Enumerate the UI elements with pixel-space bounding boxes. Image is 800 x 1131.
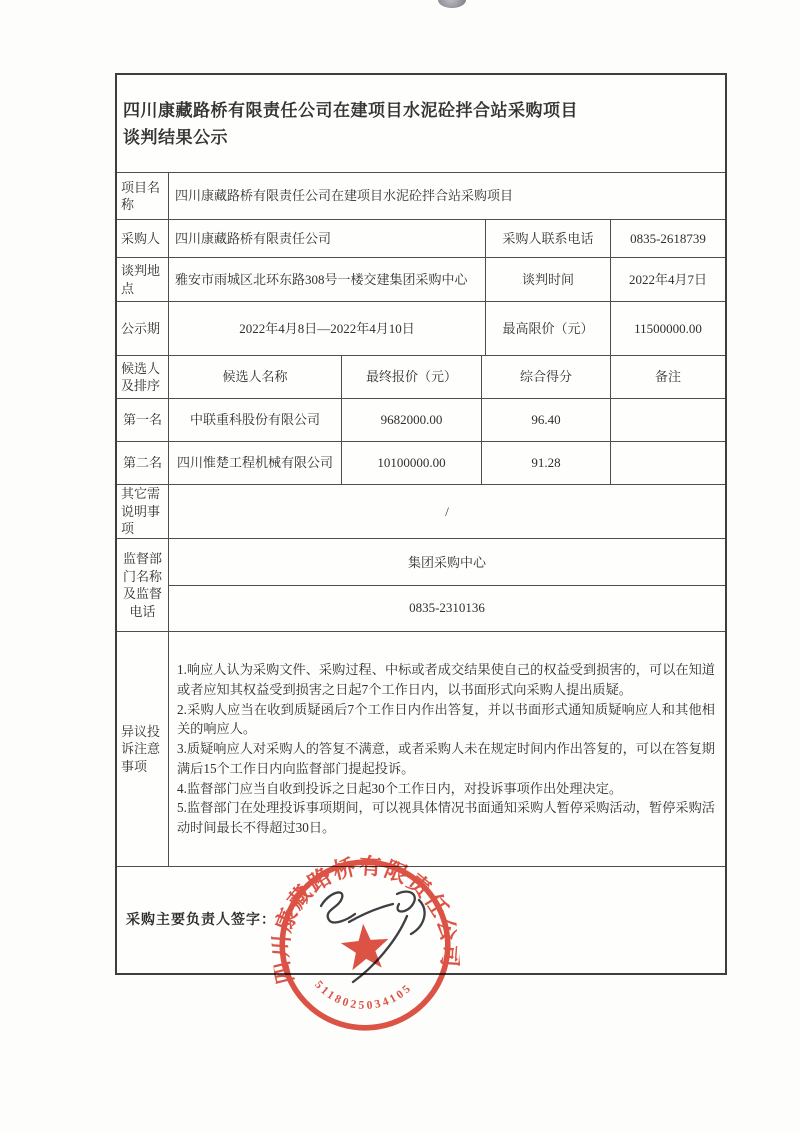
negotiation-place-label: 谈判地点 (121, 263, 161, 296)
seal-company-name: 四川康藏路桥有限责任公司 (267, 853, 464, 987)
negotiation-place-value: 雅安市雨城区北环东路308号一楼交建集团采购中心 (168, 258, 485, 301)
project-name-value: 四川康藏路桥有限责任公司在建项目水泥砼拌合站采购项目 (168, 173, 725, 219)
candidates-rank-label: 候选人及排序 (121, 360, 161, 393)
candidate-name: 四川惟楚工程机械有限公司 (168, 442, 341, 484)
candidate-price: 9682000.00 (341, 399, 481, 441)
purchaser-value: 四川康藏路桥有限责任公司 (168, 220, 485, 257)
candidate-rank: 第一名 (122, 412, 162, 428)
other-notes-row (117, 484, 725, 538)
supervision-phone: 0835-2310136 (169, 585, 725, 632)
purchaser-phone-value: 0835-2618739 (610, 220, 725, 257)
objection-item: 3.质疑响应人对采购人的答复不满意，或者采购人未在规定时间内作出答复的，可以在答复期满后15个工作日内向监督部门提起投诉。 (177, 741, 715, 776)
negotiation-row (117, 257, 725, 301)
supervision-label: 监督部门名称及监督电话 (122, 551, 162, 619)
objection-text (175, 658, 719, 840)
supervision-values (168, 539, 725, 631)
objection-text-cell (168, 632, 725, 866)
signature-label: 采购主要负责人签字： (126, 911, 276, 928)
other-notes-value: / (168, 485, 725, 538)
candidate-name: 中联重科股份有限公司 (168, 399, 341, 441)
supervision-department: 集团采购中心 (407, 555, 486, 571)
candidates-price-header: 最终报价（元） (341, 356, 481, 398)
signature-row (117, 866, 725, 973)
scan-artifact (438, 0, 466, 8)
publicity-period-value: 2022年4月8日—2022年4月10日 (168, 302, 485, 355)
title-row (117, 75, 725, 172)
publicity-period-label: 公示期 (121, 320, 161, 336)
objection-item: 2.采购人应当在收到质疑函后7个工作日内作出答复，并以书面形式通知质疑响应人和其他相关的响应人。 (177, 701, 715, 737)
seal-serial-number: 5118025034105 (312, 978, 415, 1012)
purchaser-phone-label: 采购人联系电话 (485, 220, 610, 257)
objection-item: 5.监督部门在处理投诉事项期间，可以视具体情况书面通知采购人暂停采购活动，暂停采购活动时间最长不得超过30日。 (177, 800, 715, 836)
signature-cell (117, 867, 725, 973)
candidate-price: 10100000.00 (341, 442, 481, 484)
candidate-rank: 第二名 (122, 455, 162, 471)
purchaser-label: 采购人 (121, 230, 161, 246)
candidates-name-header: 候选人名称 (168, 356, 341, 398)
svg-text:5118025034105 (312, 970, 417, 1016)
other-notes-label: 其它需说明事项 (121, 486, 161, 537)
candidate-remark (610, 442, 725, 484)
result-announcement-table (115, 73, 727, 975)
objection-item: 4.监督部门应当自收到投诉之日起30个工作日内，对投诉事项作出处理决定。 (177, 780, 623, 796)
candidates-remark-header: 备注 (610, 356, 725, 398)
purchaser-row (117, 219, 725, 257)
document-title-line1: 四川康藏路桥有限责任公司在建项目水泥砼拌合站采购项目 (123, 100, 578, 120)
objection-item: 1.响应人认为采购文件、采购过程、中标或者成交结果使自己的权益受到损害的，可以在知道或者应知其权益受到损害之日起7个工作日内，以书面形式向采购人提出质疑。 (177, 661, 715, 697)
candidate-score: 91.28 (481, 442, 610, 484)
document-title (117, 75, 725, 172)
candidates-score-header: 综合得分 (481, 356, 610, 398)
candidate-row-second (117, 441, 725, 484)
negotiation-time-label: 谈判时间 (485, 258, 610, 301)
candidate-row-first (117, 398, 725, 441)
candidate-remark (610, 399, 725, 441)
publicity-row (117, 301, 725, 355)
candidates-header-row (117, 355, 725, 398)
project-name-label: 项目名称 (121, 179, 161, 212)
project-name-row (117, 172, 725, 219)
max-price-label: 最高限价（元） (485, 302, 610, 355)
supervision-row (117, 538, 725, 631)
document-title-line2: 谈判结果公示 (123, 127, 228, 147)
negotiation-time-value: 2022年4月7日 (610, 258, 725, 301)
candidate-score: 96.40 (481, 399, 610, 441)
objection-row (117, 631, 725, 866)
objection-label: 异议投诉注意事项 (121, 723, 161, 774)
max-price-value: 11500000.00 (610, 302, 725, 355)
